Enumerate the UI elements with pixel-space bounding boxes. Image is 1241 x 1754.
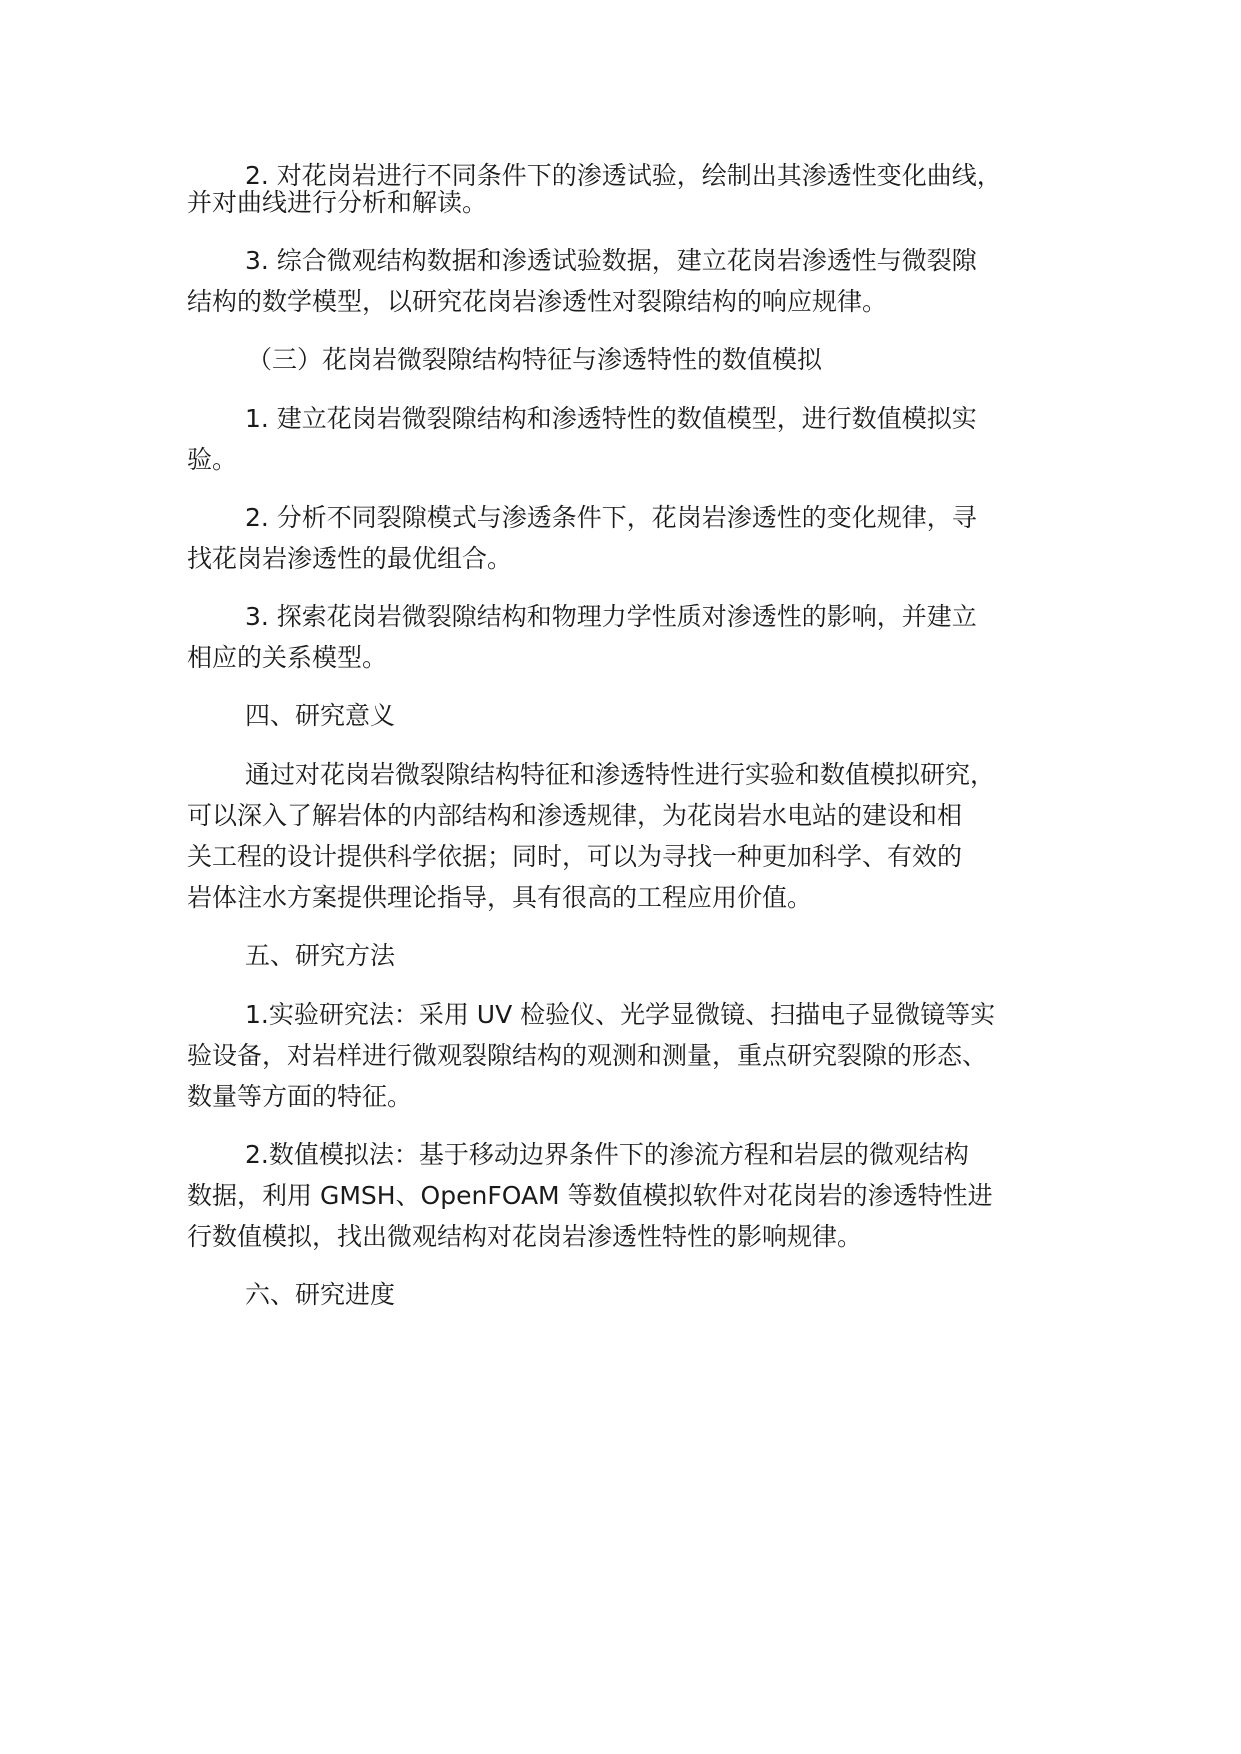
paragraph-line: 3. 探索花岗岩微裂隙结构和物理力学性质对渗透性的影响，并建立 <box>245 602 977 631</box>
paragraph-line: 1.实验研究法：采用 UV 检验仪、光学显微镜、扫描电子显微镜等实 <box>245 1000 996 1029</box>
paragraph-line: 2.数值模拟法：基于移动边界条件下的渗流方程和岩层的微观结构 <box>245 1140 969 1169</box>
paragraph-line: 可以深入了解岩体的内部结构和渗透规律，为花岗岩水电站的建设和相 <box>187 801 963 830</box>
paragraph-line: 通过对花岗岩微裂隙结构特征和渗透特性进行实验和数值模拟研究， <box>245 760 996 789</box>
section-heading: 五、研究方法 <box>245 941 396 970</box>
paragraph-line: 岩体注水方案提供理论指导，具有很高的工程应用价值。 <box>187 883 813 912</box>
paragraph-line: 数量等方面的特征。 <box>187 1082 413 1111</box>
section-heading: 四、研究意义 <box>245 701 396 730</box>
paragraph-line: 数据，利用 GMSH、OpenFOAM 等数值模拟软件对花岗岩的渗透特性进 <box>187 1181 993 1210</box>
paragraph-line: 找花岗岩渗透性的最优组合。 <box>187 544 513 573</box>
paragraph-line: 结构的数学模型，以研究花岗岩渗透性对裂隙结构的响应规律。 <box>187 287 888 316</box>
section-heading: 六、研究进度 <box>245 1280 396 1309</box>
paragraph-line: 3. 综合微观结构数据和渗透试验数据，建立花岗岩渗透性与微裂隙 <box>245 246 977 275</box>
paragraph-line: 1. 建立花岗岩微裂隙结构和渗透特性的数值模型，进行数值模拟实 <box>245 404 977 433</box>
paragraph-line: 相应的关系模型。 <box>187 643 388 672</box>
paragraph-line: 2. 分析不同裂隙模式与渗透条件下，花岗岩渗透性的变化规律，寻 <box>245 503 977 532</box>
paragraph-line: 关工程的设计提供科学依据；同时，可以为寻找一种更加科学、有效的 <box>187 842 963 871</box>
paragraph-line: 行数值模拟，找出微观结构对花岗岩渗透性特性的影响规律。 <box>187 1222 863 1251</box>
section-heading: （三）花岗岩微裂隙结构特征与渗透特性的数值模拟 <box>247 345 823 374</box>
paragraph-line: 2. 对花岗岩进行不同条件下的渗透试验，绘制出其渗透性变化曲线， <box>245 161 1002 190</box>
paragraph-line: 并对曲线进行分析和解读。 <box>187 188 488 217</box>
paragraph-line: 验设备，对岩样进行微观裂隙结构的观测和测量，重点研究裂隙的形态、 <box>187 1041 988 1070</box>
paragraph-line: 验。 <box>187 445 238 474</box>
